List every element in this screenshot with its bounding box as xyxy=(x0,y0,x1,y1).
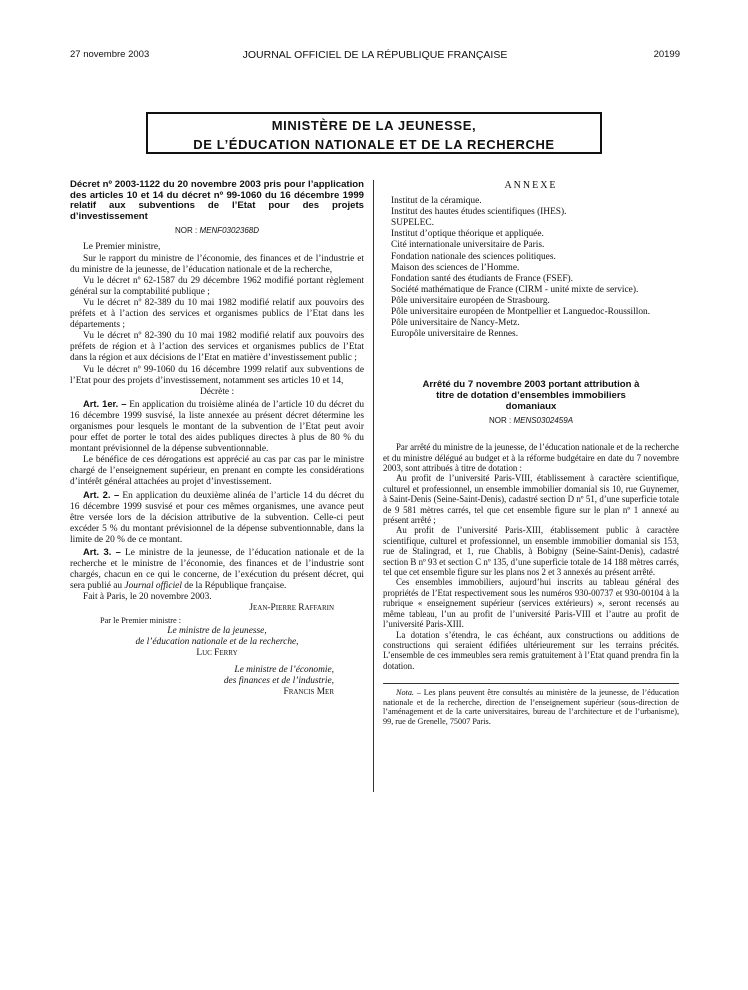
list-item: Institut des hautes études scientifiques (IHES). xyxy=(391,207,567,218)
list-item: SUPELEC. xyxy=(391,218,434,229)
left-column xyxy=(70,180,364,698)
decret-nor: NOR : MENF0302368D xyxy=(174,226,260,236)
signature-raffarin: Jean-Pierre Raffarin xyxy=(249,603,334,614)
arrete-body xyxy=(383,442,679,671)
arrete-para: Par arrêté du ministre de la jeunesse, de l’éducation nationale et de la recherche et du ministre délégué au budget et à la réforme budgétaire en date du 7 novembre 2003, sont attribués à titre de dotation : xyxy=(383,442,679,473)
minister-2-line-a: Le ministre de l’économie, xyxy=(234,664,334,675)
article-2: Art. 2. – En application du deuxième alinéa de l’article 14 du décret du 16 décembre 1999 susvisé et pour ces mêmes organismes, une avance peut être versée lors de la décision attributive de la subvention. Celle-ci peut excéder 5 % du montant prévisionnel de la dépense subventionnable, dans la limite de 20 % de ce montant. xyxy=(70,488,365,545)
page-header xyxy=(70,49,680,63)
decrete-heading: Décrète : xyxy=(199,386,235,397)
header-date: 27 novembre 2003 xyxy=(70,49,150,60)
minister-2-line-b: des finances et de l’industrie, xyxy=(223,676,334,687)
decret-title: Décret nº 2003-1122 du 20 novembre 2003 pris pour l’application des articles 10 et 14 du décret nº 99-1060 du 16 décembre 1999 relatif aux subventions de l’Etat pour des projets d’investissement xyxy=(70,179,364,222)
annexe-title: ANNEXE xyxy=(504,180,558,191)
par-premier-ministre: Par le Premier ministre : xyxy=(100,615,182,625)
ministry-box xyxy=(146,112,602,154)
decret-para: Le Premier ministre, xyxy=(83,242,161,253)
list-item: Fondation nationale des sciences politiques. xyxy=(391,251,556,262)
header-page-number: 20199 xyxy=(653,49,680,60)
nota xyxy=(383,683,679,726)
decret-para: Vu le décret nº 99-1060 du 16 décembre 1999 relatif aux subventions de l’Etat pour des projets d’investissement, notamment ses articles 10 et 14, xyxy=(70,364,364,386)
list-item: Fondation santé des étudiants de France (FSEF). xyxy=(391,273,574,284)
list-item: Cité internationale universitaire de Paris. xyxy=(391,240,545,251)
article-1-b: Le bénéfice de ces dérogations est apprécié au cas par cas par le ministre chargé de l’enseignement supérieur, en prenant en compte les considérations d’intérêt général attachées au projet d’investissement. xyxy=(70,455,364,488)
list-item: Pôle universitaire de Nancy-Metz. xyxy=(391,318,520,329)
right-column xyxy=(383,180,679,727)
decret-para: Vu le décret nº 62-1587 du 29 décembre 1962 modifié portant règlement général sur la comptabilité publique ; xyxy=(70,275,364,297)
arrete-para: Au profit de l’université Paris-VIII, établissement à caractère scientifique, culturel et professionnel, un ensemble immobilier domanial sis 10, rue Guynemer, à Saint-Denis (Seine-Saint-Denis), cadastré section D nº 51, d’une superficie totale de 9 581 mètres carrés, tel que cet ensemble figure sur le plan nº 1 annexé au présent arrêté ; xyxy=(383,473,679,526)
annexe-list xyxy=(383,196,679,340)
list-item: Europôle universitaire de Rennes. xyxy=(391,329,519,340)
signature-mer: Francis Mer xyxy=(283,687,334,698)
arrete-title: Arrêté du 7 novembre 2003 portant attribution à titre de dotation d’ensembles immobiliers domaniaux xyxy=(422,379,640,412)
article-1: Art. 1er. – En application du troisième alinéa de l’article 10 du décret du 16 décembre 1999 susvisé, la liste annexée au présent décret détermine les organismes pour lesquels le montant de la subvention de l’Etat peut avoir pour effet de porter le total des aides publiques directes à plus de 80 % du montant prévisionnel de la dépense subventionnable. xyxy=(70,397,365,455)
list-item: Institut d’optique théorique et appliquée. xyxy=(391,229,544,240)
decret-para: Sur le rapport du ministre de l’économie, des finances et de l’industrie et du ministre de la jeunesse, de l’éducation nationale et de la recherche, xyxy=(70,253,364,275)
minister-1-line-a: Le ministre de la jeunesse, xyxy=(167,625,267,636)
nota-text: – Les plans peuvent être consultés au ministère de la jeunesse, de l’éducation nationale et de la recherche, direction de l’enseignement supérieur (sous-direction de l’aménagement et de la carte universitaires, bureau de l’architecture et de l’urbanisme), 99, rue de Grenelle, 75007 Paris. xyxy=(383,688,679,726)
arrete-para: Ces ensembles immobiliers, aujourd’hui inscrits au tableau général des propriétés de l’Etat respectivement sous les numéros 930-00737 et 930-00104 à la rubrique « enseignement supérieur (services extérieurs) », seront recensés au même tableau, l’un au profit de l’université Paris-VIII et l’autre au profit de l’université Paris-XIII. xyxy=(383,577,679,630)
list-item: Société mathématique de France (CIRM - unité mixte de service). xyxy=(391,284,639,295)
list-item: Pôle universitaire européen de Montpellier et Languedoc-Roussillon. xyxy=(391,307,651,318)
nota-label: Nota. xyxy=(396,688,414,698)
decret-para: Vu le décret nº 82-390 du 10 mai 1982 modifié relatif aux pouvoirs des préfets de région et à l’action des services et organismes publics de l’Etat dans la région et aux décisions de l’Etat en matière d’investissement public ; xyxy=(70,331,364,364)
fait-a-paris: Fait à Paris, le 20 novembre 2003. xyxy=(83,592,212,603)
list-item: Maison des sciences de l’Homme. xyxy=(391,262,520,273)
arrete-para: La dotation s’étendra, le cas échéant, aux constructions ou additions de constructions qui seraient édifiées ultérieurement sur les terrains précités. L’ensemble de ces immeubles sera remis gratuitement à l’Etat quand prendra fin la dotation. xyxy=(383,629,679,671)
signature-ferry: Luc Ferry xyxy=(196,647,238,658)
decret-para: Vu le décret nº 82-389 du 10 mai 1982 modifié relatif aux pouvoirs des préfets et à l’action des services et organismes publics de l’Etat dans les départements ; xyxy=(70,297,364,331)
column-divider xyxy=(373,180,374,792)
minister-1-line-b: de l’éducation nationale et de la recherche, xyxy=(135,636,299,647)
ministry-line-1: MINISTÈRE DE LA JEUNESSE, xyxy=(271,118,477,133)
article-3: Art. 3. – Le ministre de la jeunesse, de l’éducation nationale et de la recherche et le ministre de l’économie, des finances et de l’industrie sont chargés, chacun en ce qui le concerne, de l’exécution du présent décret, qui sera publié au Journal officiel de la République française. xyxy=(70,546,364,592)
list-item: Pôle universitaire européen de Strasbourg. xyxy=(391,295,550,306)
arrete-para: Au profit de l’université Paris-XIII, établissement public à caractère scientifique, culturel et professionnel, un ensemble immobilier domanial sis 153, rue de Stalingrad, et 1, rue Chablis, à Bobigny (Seine-Saint-Denis), cadastré section B nº 93 et section C nº 135, d’une superficie totale de 14 188 mètres carrés, tel que cet ensemble figure sur les plans nos 2 et 3 annexés au présent arrêté. xyxy=(383,525,679,578)
arrete-nor: NOR : MENS0302459A xyxy=(488,416,574,426)
ministry-line-2: DE L’ÉDUCATION NATIONALE ET DE LA RECHERCHE xyxy=(193,137,555,152)
header-journal: JOURNAL OFFICIEL DE LA RÉPUBLIQUE FRANÇAISE xyxy=(242,49,508,61)
list-item: Institut de la céramique. xyxy=(391,196,482,207)
